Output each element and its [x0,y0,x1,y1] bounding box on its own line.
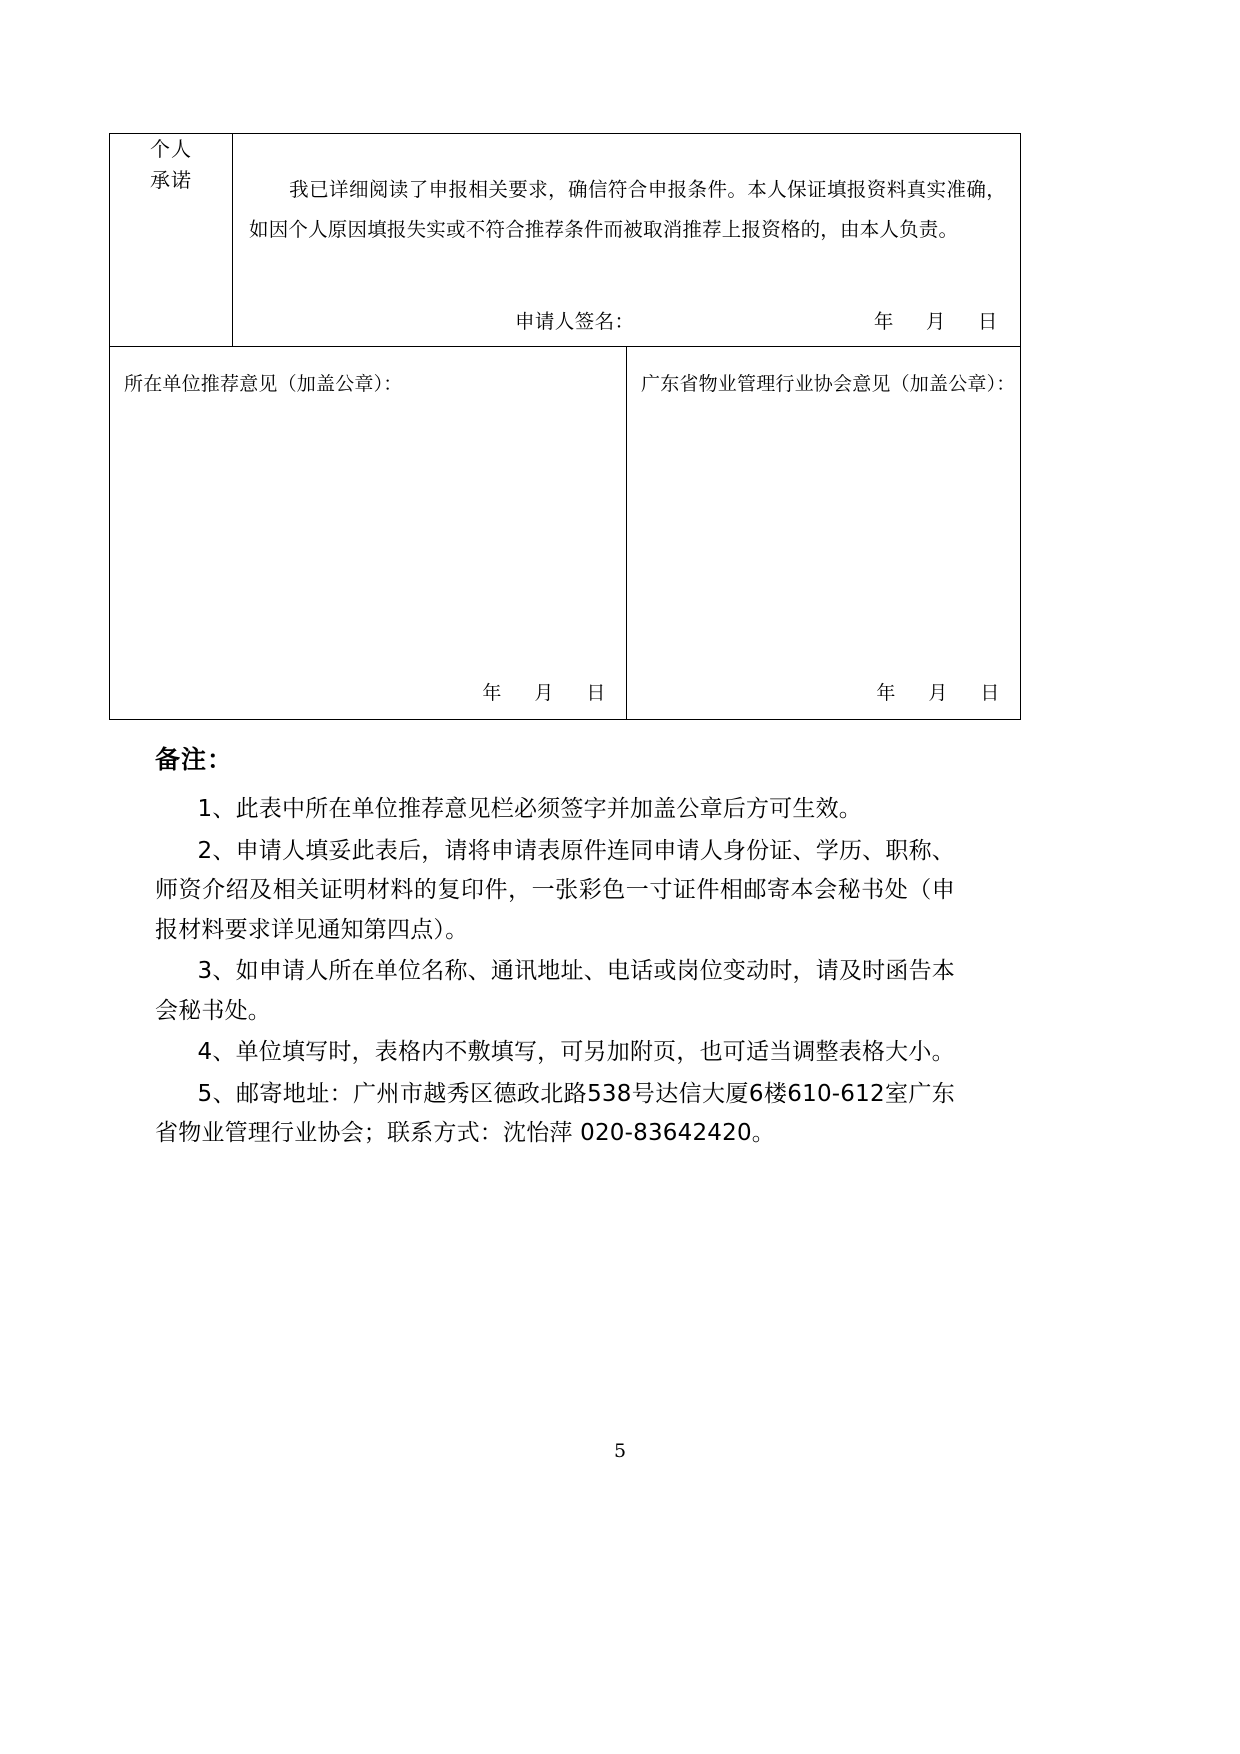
note-item [155,790,955,830]
note-item [155,952,955,1031]
association-date-month-label: 月 [928,682,948,704]
note-item-text: 5、邮寄地址：广州市越秀区德政北路538号达信大厦6楼610-612室广东省物业管理行业协会；联系方式：沈怡萍 020-83642420。 [155,1080,955,1147]
association-date-day-label: 日 [980,682,1000,704]
note-item [155,1075,955,1154]
commitment-row-label [110,134,233,347]
commitment-text [233,134,1020,250]
commitment-text-body: 我已详细阅读了申报相关要求，确信符合申报条件。本人保证填报资料真实准确，如因个人原因填报失实或不符合推荐条件而被取消推荐上报资格的，由本人负责。 [249,178,1006,241]
unit-date-year-label: 年 [482,682,502,704]
note-item-text: 2、申请人填妥此表后，请将申请表原件连同申请人身份证、学历、职称、师资介绍及相关证明材料的复印件，一张彩色一寸证件相邮寄本会秘书处（申报材料要求详见通知第四点）。 [155,837,955,943]
commitment-content-cell [233,134,1021,347]
applicant-signature-label: 申请人签名： [515,310,635,333]
commitment-label-line-2: 承诺 [150,168,192,192]
note-item-text: 3、如申请人所在单位名称、通讯地址、电话或岗位变动时，请及时函告本会秘书处。 [155,958,955,1024]
unit-opinion-date [482,678,606,705]
applicant-signature-row [233,306,1020,334]
page-number: 5 [613,1440,627,1462]
application-form-table [109,133,1021,720]
date-year-label: 年 [873,310,894,333]
notes-section [155,740,955,1156]
note-item-text: 1、此表中所在单位推荐意见栏必须签字并加盖公章后方可生效。 [197,796,862,822]
unit-date-month-label: 月 [534,682,554,704]
association-date-year-label: 年 [876,682,896,704]
commitment-label-line-1: 个人 [150,137,192,161]
association-opinion-cell[interactable] [627,347,1021,720]
note-item-text: 4、单位填写时，表格内不敷填写，可另加附页，也可适当调整表格大小。 [197,1039,955,1066]
note-item [155,1033,955,1073]
notes-heading: 备注： [155,745,234,774]
table-row-opinions [110,347,1021,720]
date-month-label: 月 [925,310,946,333]
note-item [155,832,955,951]
table-row-commitment [110,134,1021,347]
association-opinion-title: 广东省物业管理行业协会意见（加盖公章）： [641,373,1016,395]
unit-date-day-label: 日 [586,682,606,704]
date-day-label: 日 [977,310,998,333]
applicant-signature-date [874,306,998,334]
unit-opinion-cell[interactable] [110,347,627,720]
unit-opinion-title: 所在单位推荐意见（加盖公章）： [124,373,403,395]
association-opinion-date [876,678,1000,705]
